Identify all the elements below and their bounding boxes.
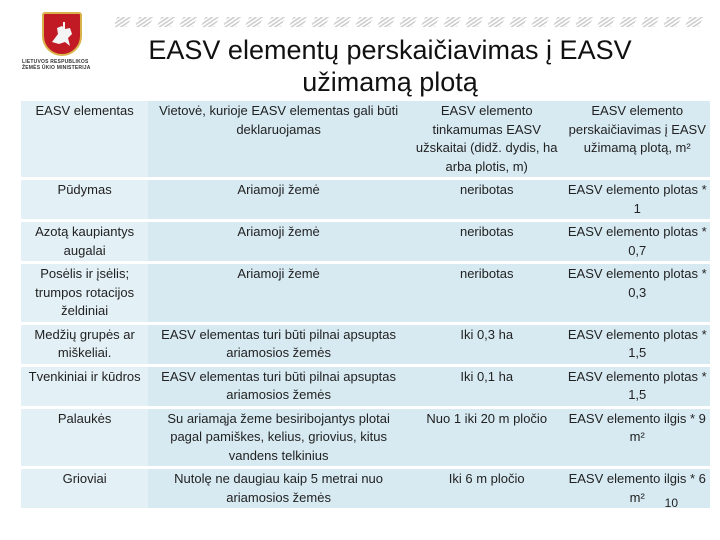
cell-suitability: neribotas xyxy=(409,264,565,322)
header-suitability: EASV elemento tinkamumas EASV užskaitai (didž. dydis, ha arba plotis, m) xyxy=(409,101,565,177)
cell-location: Ariamoji žemė xyxy=(148,222,409,261)
header-element: EASV elementas xyxy=(21,101,148,177)
page-title: EASV elementų perskaičiavimas į EASV užimamą plotą xyxy=(148,35,632,97)
coat-of-arms-icon xyxy=(42,12,82,56)
header-conversion: EASV elemento perskaičiavimas į EASV užimamą plotą, m² xyxy=(565,101,711,177)
cell-location: Ariamoji žemė xyxy=(148,180,409,219)
cell-suitability: Iki 0,3 ha xyxy=(409,325,565,364)
table-row xyxy=(21,180,710,219)
cell-conversion: EASV elemento plotas * 0,7 xyxy=(565,222,711,261)
cell-conversion: EASV elemento plotas * 0,3 xyxy=(565,264,711,322)
table-row xyxy=(21,469,710,508)
cell-element: Grioviai xyxy=(21,469,148,508)
cell-conversion: EASV elemento ilgis * 9 m² xyxy=(565,409,711,467)
cell-location: Su ariamąja žeme besiribojantys plotai pagal pamiškes, kelius, griovius, kitus vandens telkinius xyxy=(148,409,409,467)
cell-suitability: neribotas xyxy=(409,180,565,219)
cell-element: Azotą kaupiantys augalai xyxy=(21,222,148,261)
cell-conversion: EASV elemento ilgis * 6 m² xyxy=(565,469,711,508)
table-header-row xyxy=(21,101,710,177)
knight-icon xyxy=(48,20,76,50)
cell-element: Palaukės xyxy=(21,409,148,467)
header-location: Vietovė, kurioje EASV elementas gali būti deklaruojamas xyxy=(148,101,409,177)
table-row xyxy=(21,367,710,406)
cell-location: Ariamoji žemė xyxy=(148,264,409,322)
cell-location: EASV elementas turi būti pilnai apsuptas ariamosios žemės xyxy=(148,367,409,406)
cell-conversion: EASV elemento plotas * 1,5 xyxy=(565,367,711,406)
cell-suitability: neribotas xyxy=(409,222,565,261)
ministry-name-line2: ŽEMĖS ŪKIO MINISTERIJA xyxy=(22,65,91,71)
cell-conversion: EASV elemento plotas * 1,5 xyxy=(565,325,711,364)
cell-element: Pūdymas xyxy=(21,180,148,219)
cell-suitability: Iki 6 m pločio xyxy=(409,469,565,508)
ministry-logo xyxy=(22,8,104,80)
cell-element: Medžių grupės ar miškeliai. xyxy=(21,325,148,364)
cell-suitability: Iki 0,1 ha xyxy=(409,367,565,406)
cell-location: Nutolę ne daugiau kaip 5 metrai nuo ariamosios žemės xyxy=(148,469,409,508)
ministry-name xyxy=(22,59,104,71)
ministry-name-line1: LIETUVOS RESPUBLIKOS xyxy=(22,59,89,65)
table-row xyxy=(21,325,710,364)
cell-element: Tvenkiniai ir kūdros xyxy=(21,367,148,406)
table-row xyxy=(21,409,710,467)
page-number: 10 xyxy=(664,496,678,510)
cell-location: EASV elementas turi būti pilnai apsuptas ariamosios žemės xyxy=(148,325,409,364)
cell-suitability: Nuo 1 iki 20 m pločio xyxy=(409,409,565,467)
decorative-banner xyxy=(115,14,715,28)
table-row xyxy=(21,264,710,322)
table-row xyxy=(21,222,710,261)
cell-element: Posėlis ir įsėlis; trumpos rotacijos želdiniai xyxy=(21,264,148,322)
cell-conversion: EASV elemento plotas * 1 xyxy=(565,180,711,219)
easv-table xyxy=(21,98,710,511)
